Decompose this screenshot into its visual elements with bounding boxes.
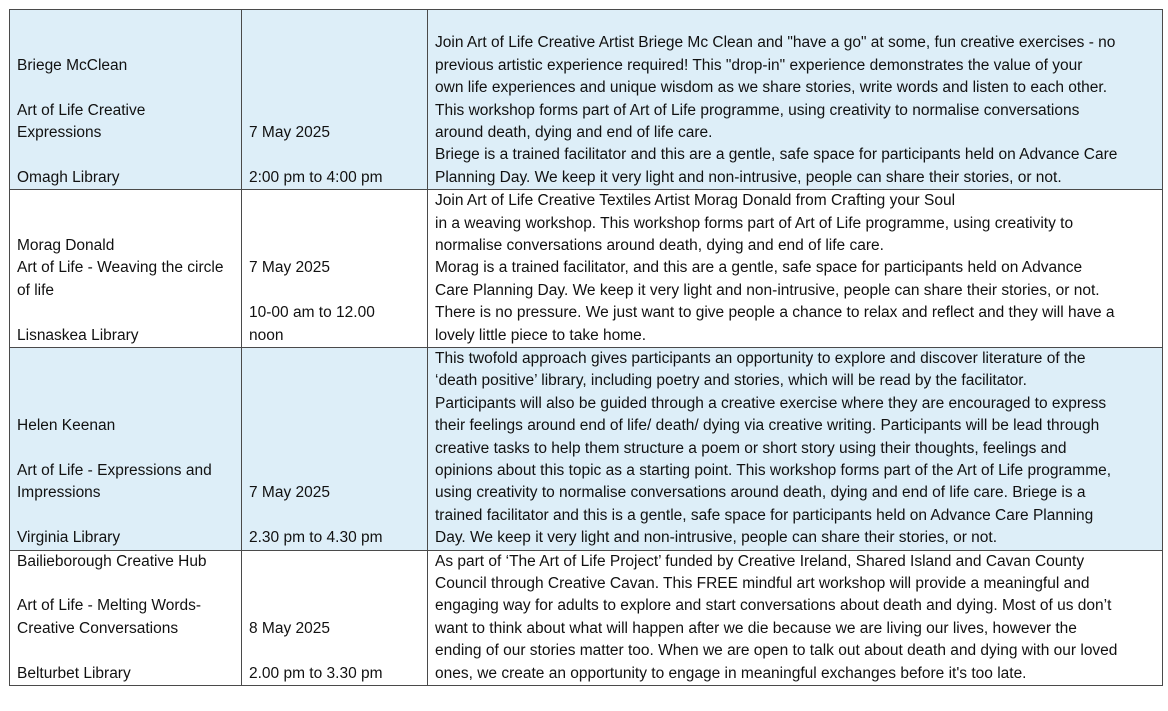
event-datetime-cell	[242, 347, 428, 550]
description-line: engaging way for adults to explore and start conversations about death and dying. Most of us don’t	[435, 597, 1112, 615]
event-title-line: Impressions	[17, 484, 101, 502]
description-line: ending of our stories matter too. When we are open to talk out about death and dying with our loved	[435, 642, 1118, 660]
description-line: own life experiences and unique wisdom as we share stories, write words and listen to each other.	[435, 79, 1108, 97]
description-line: Participants will also be guided through a creative exercise where they are encouraged to express	[435, 394, 1107, 412]
description-line: trained facilitator and this is a gentle, safe space for participants held on Advance Care Planning	[435, 506, 1094, 524]
event-title-line: of life	[17, 281, 55, 299]
event-title-line: Art of Life - Expressions and	[17, 461, 212, 479]
event-time-line: noon	[249, 326, 284, 344]
library-name: Lisnaskea Library	[17, 326, 139, 344]
description-line: around death, dying and end of life care.	[435, 124, 713, 141]
description-line: This workshop forms part of Art of Life programme, using creativity to normalise conversations	[435, 101, 1080, 119]
events-table-body	[10, 10, 1163, 686]
event-time-line: 2.00 pm to 3.30 pm	[249, 664, 383, 682]
event-title-line: Expressions	[17, 124, 102, 141]
description-line: using creativity to normalise conversations around death, dying and end of life care. Briege is a	[435, 484, 1086, 502]
description-line: Care Planning Day. We keep it very light and non-intrusive, people can share their stories, or not.	[435, 281, 1100, 299]
event-row	[10, 550, 1163, 685]
event-row	[10, 190, 1163, 348]
description-line: normalise conversations around death, dying and end of life care.	[435, 236, 884, 254]
events-table	[9, 9, 1163, 686]
event-info-cell	[10, 550, 242, 685]
description-line: want to think about what will happen after we die because we are living our lives, however the	[435, 619, 1077, 637]
event-row	[10, 10, 1163, 190]
description-line: There is no pressure. We just want to give people a chance to relax and reflect and they will have a	[435, 304, 1115, 322]
description-line: ‘death positive’ library, including poetry and stories, which will be read by the facilitator.	[435, 372, 1027, 390]
description-line: ones, we create an opportunity to engage in meaningful exchanges before it's too late.	[435, 664, 1027, 682]
event-datetime-cell	[242, 10, 428, 190]
event-description-cell	[428, 190, 1163, 348]
description-line: Planning Day. We keep it very light and non-intrusive, people can share their stories, or not.	[435, 168, 1062, 186]
event-title-line: Art of Life - Weaving the circle	[17, 259, 224, 277]
event-description-cell	[428, 347, 1163, 550]
event-time-line: 10-00 am to 12.00	[249, 304, 375, 322]
event-date: 7 May 2025	[249, 259, 330, 277]
description-line: Day. We keep it very light and non-intrusive, people can share their stories, or not.	[435, 529, 998, 547]
event-title-line: Art of Life Creative	[17, 101, 146, 119]
library-name: Virginia Library	[17, 529, 121, 547]
description-line: their feelings around end of life/ death/ dying via creative writing. Participants will be lead through	[435, 417, 1100, 435]
event-date: 7 May 2025	[249, 124, 330, 141]
event-datetime-cell	[242, 550, 428, 685]
event-info-cell	[10, 347, 242, 550]
presenter-name: Morag Donald	[17, 236, 115, 254]
presenter-name: Helen Keenan	[17, 417, 116, 435]
event-title-line: Art of Life - Melting Words-	[17, 597, 202, 615]
event-time-line: 2.30 pm to 4.30 pm	[249, 529, 383, 547]
presenter-name: Bailieborough Creative Hub	[17, 552, 207, 570]
event-title-line: Creative Conversations	[17, 619, 179, 637]
event-description-cell	[428, 10, 1163, 190]
description-line: This twofold approach gives participants an opportunity to explore and discover literature of the	[435, 349, 1086, 367]
event-date: 7 May 2025	[249, 484, 330, 502]
description-line: previous artistic experience required! This "drop-in" experience demonstrates the value of your	[435, 56, 1083, 74]
event-date: 8 May 2025	[249, 619, 330, 637]
description-line: Join Art of Life Creative Artist Briege Mc Clean and "have a go" at some, fun creative exercises - no	[435, 34, 1116, 52]
description-line: Morag is a trained facilitator, and this are a gentle, safe space for participants held on Advance	[435, 259, 1083, 277]
event-info-cell	[10, 10, 242, 190]
description-line: Join Art of Life Creative Textiles Artist Morag Donald from Crafting your Soul	[435, 192, 956, 210]
description-line: opinions about this topic as a starting point. This workshop forms part of the Art of Life programme,	[435, 461, 1112, 479]
description-line: in a weaving workshop. This workshop forms part of Art of Life programme, using creativity to	[435, 214, 1074, 232]
event-description-cell	[428, 550, 1163, 685]
description-line: Council through Creative Cavan. This FREE mindful art workshop will provide a meaningful and	[435, 574, 1090, 592]
event-row	[10, 347, 1163, 550]
description-line: lovely little piece to take home.	[435, 326, 647, 344]
description-line: As part of ‘The Art of Life Project’ funded by Creative Ireland, Shared Island and Cavan County	[435, 552, 1085, 570]
library-name: Omagh Library	[17, 168, 120, 186]
event-datetime-cell	[242, 190, 428, 348]
description-line: Briege is a trained facilitator and this are a gentle, safe space for participants held on Advance Care	[435, 146, 1118, 164]
library-name: Belturbet Library	[17, 664, 131, 682]
description-line: creative tasks to help them structure a poem or short story using their thoughts, feelings and	[435, 439, 1067, 457]
presenter-name: Briege McClean	[17, 56, 128, 74]
event-info-cell	[10, 190, 242, 348]
event-time-line: 2:00 pm to 4:00 pm	[249, 168, 383, 186]
